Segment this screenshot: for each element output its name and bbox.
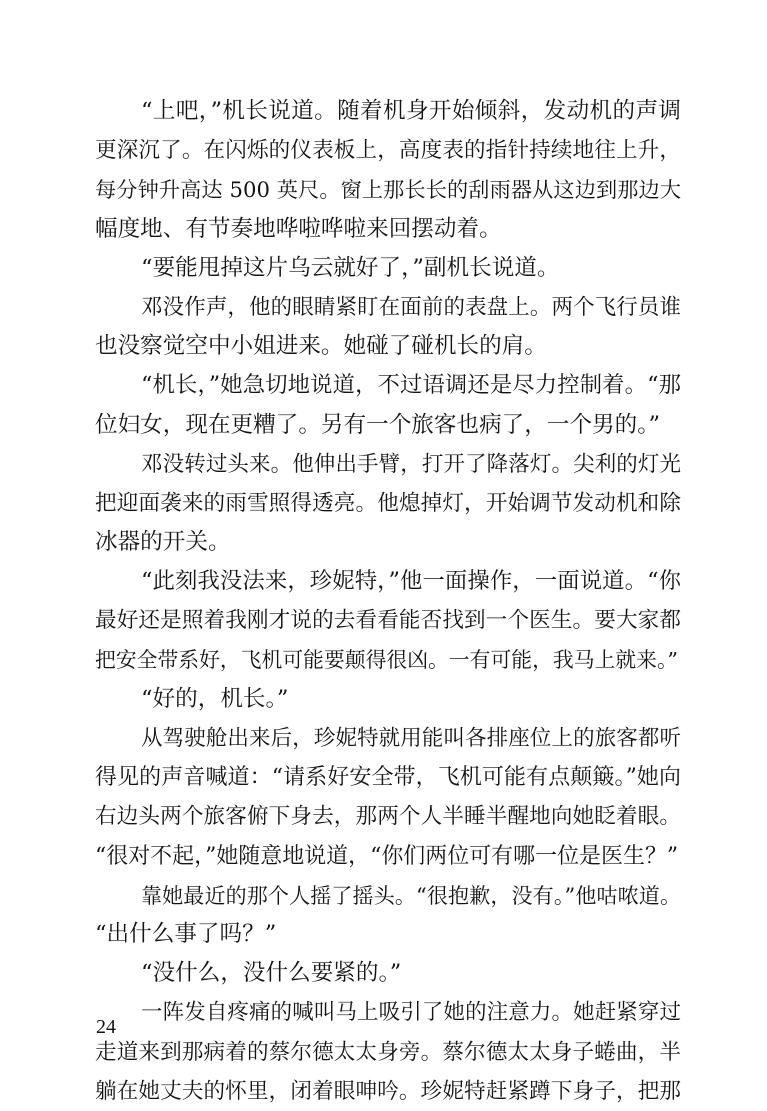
text-line: 躺在她丈夫的怀里，闭着眼呻吟。珍妮特赶紧蹲下身子，把那	[95, 1078, 681, 1104]
text-line: 位妇女，现在更糟了。另有一个旅客也病了，一个男的。”	[95, 411, 661, 438]
text-line: “好的，机长。”	[141, 685, 289, 712]
text-line: 冰器的开关。	[95, 529, 231, 556]
text-line: “要能甩掉这片乌云就好了，”副机长说道。	[141, 254, 560, 281]
text-line: “很对不起，”她随意地说道，“你们两位可有哪一位是医生？”	[95, 843, 679, 869]
body-text	[95, 92, 681, 1111]
text-line: “没什么，没什么要紧的。”	[141, 960, 402, 987]
text-line: 每分钟升高达 500 英尺。窗上那长长的刮雨器从这边到那边大	[95, 177, 681, 203]
text-line: 也没察觉空中小姐进来。她碰了碰机长的肩。	[95, 333, 547, 360]
text-line: 靠她最近的那个人摇了摇头。“很抱歉，没有。”他咕哝道。	[141, 882, 681, 908]
text-line: 更深沉了。在闪烁的仪表板上，高度表的指针持续地往上升，	[95, 138, 681, 164]
text-line: 把迎面袭来的雨雪照得透亮。他熄掉灯，开始调节发动机和除	[95, 490, 681, 516]
text-line: 邓没作声，他的眼睛紧盯在面前的表盘上。两个飞行员谁	[141, 294, 681, 320]
text-line: 右边头两个旅客俯下身去，那两个人半睡半醒地向她眨着眼。	[95, 804, 681, 830]
text-line: 幅度地、有节奏地哗啦哗啦来回摆动着。	[95, 215, 502, 242]
text-line: 从驾驶舱出来后，珍妮特就用能叫各排座位上的旅客都听	[141, 726, 681, 751]
text-line: 邓没转过头来。他伸出手臂，打开了降落灯。尖利的灯光	[141, 451, 681, 477]
text-line: 一阵发自疼痛的喊叫马上吸引了她的注意力。她赶紧穿过	[141, 1000, 681, 1026]
page-number: 24	[96, 1016, 116, 1038]
text-line: “机长，”她急切地说道，不过语调还是尽力控制着。“那	[141, 372, 681, 399]
text-line: 得见的声音喊道：“请系好安全带，飞机可能有点颠簸。”她向	[95, 765, 681, 791]
text-line: 走道来到那病着的蔡尔德太太身旁。蔡尔德太太身子蜷曲，半	[95, 1039, 681, 1065]
text-line: 把安全带系好，飞机可能要颠得很凶。一有可能，我马上就来。”	[95, 647, 678, 672]
text-line: “此刻我没法来，珍妮特，”他一面操作，一面说道。“你	[141, 568, 681, 595]
text-line: “出什么事了吗？”	[95, 920, 277, 947]
text-line: “上吧，”机长说道。随着机身开始倾斜，发动机的声调	[141, 98, 681, 124]
text-line: 最好还是照着我刚才说的去看看能否找到一个医生。要大家都	[95, 608, 681, 634]
